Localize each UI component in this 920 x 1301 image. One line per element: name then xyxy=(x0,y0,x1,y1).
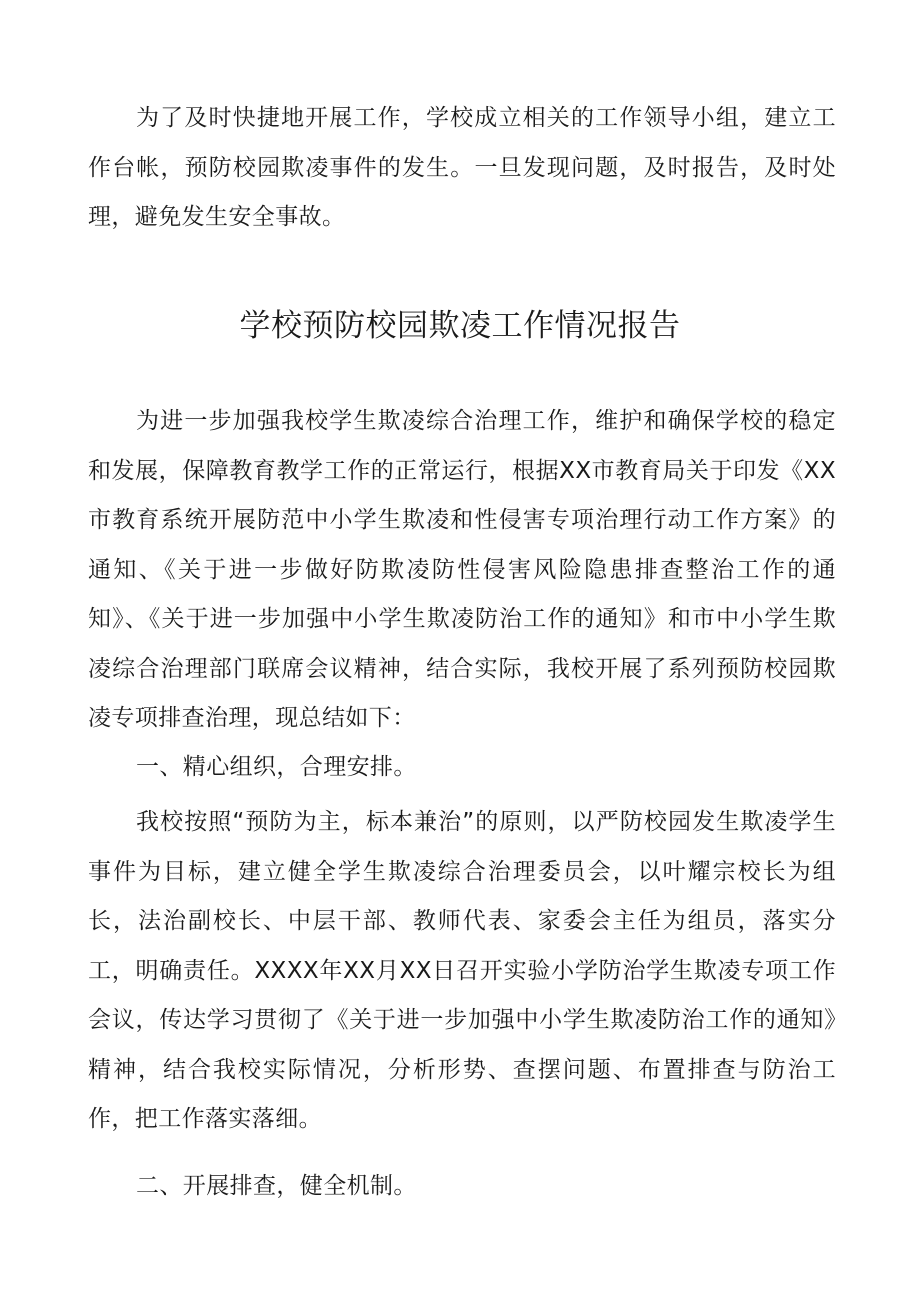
section-heading-2: 二、开展排查，健全机制。 xyxy=(136,1173,417,1199)
body-paragraph-2: 我校按照“预防为主，标本兼治”的原则，以严防校园发生欺凌学生事件为目标，建立健全学生欺凌综合治理委员会，以叶耀宗校长为组长，法治副校长、中层干部、教师代表、家委会主任为组员，落实分工，明确责任。XXXX年XX月XX日召开实验小学防治学生欺凌专项工作会议，传达学习贯彻了《关于进一步加强中小学生欺凌防治工作的通知》精神，结合我校实际情况，分析形势、查摆问题、布置排查与防治工作，把工作落实落细。 xyxy=(88,809,836,1132)
body-paragraph-1: 为进一步加强我校学生欺凌综合治理工作，维护和确保学校的稳定和发展，保障教育教学工作的正常运行，根据XX市教育局关于印发《XX市教育系统开展防范中小学生欺凌和性侵害专项治理行动工作方案》的通知、《关于进一步做好防欺凌防性侵害风险隐患排查整治工作的通知》、《关于进一步加强中小学生欺凌防治工作的通知》和市中小学生欺凌综合治理部门联席会议精神，结合实际，我校开展了系列预防校园欺凌专项排查治理，现总结如下： xyxy=(88,408,836,731)
intro-paragraph: 为了及时快捷地开展工作，学校成立相关的工作领导小组，建立工作台帐，预防校园欺凌事件的发生。一旦发现问题，及时报告，及时处理，避免发生安全事故。 xyxy=(88,105,836,230)
section-heading-1: 一、精心组织，合理安排。 xyxy=(136,754,417,780)
report-title: 学校预防校园欺凌工作情况报告 xyxy=(239,308,681,344)
